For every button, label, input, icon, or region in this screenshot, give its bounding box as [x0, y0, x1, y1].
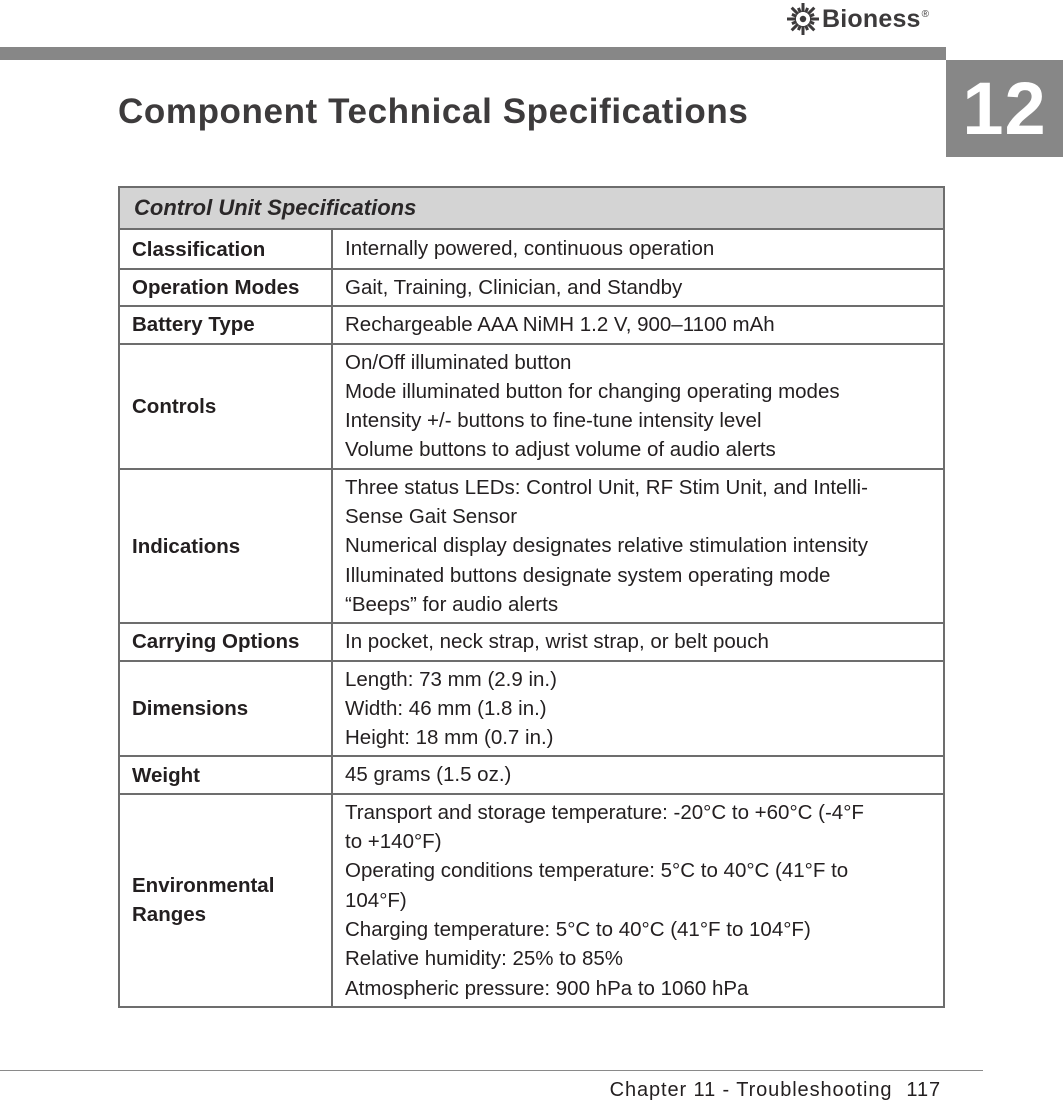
table-body: [119, 229, 944, 1007]
spec-value-line: Rechargeable AAA NiMH 1.2 V, 900–1100 mAh: [345, 313, 775, 337]
spec-value-line: Length: 73 mm (2.9 in.): [345, 667, 557, 691]
registered-mark: ®: [921, 9, 930, 20]
spec-value-line: 45 grams (1.5 oz.): [345, 763, 512, 787]
spec-label: [119, 229, 332, 269]
spec-value: [332, 269, 944, 306]
spec-label-line: Battery Type: [132, 313, 255, 337]
spec-value-line: Transport and storage temperature: -20°C to +60°C (-4°F: [345, 800, 864, 824]
spec-label: [119, 269, 332, 306]
spec-value: [332, 756, 944, 793]
spec-value-line: Height: 18 mm (0.7 in.): [345, 726, 554, 750]
spec-label-line: Indications: [132, 534, 241, 558]
spec-value-line: Three status LEDs: Control Unit, RF Stim Unit, and Intelli-: [345, 475, 868, 499]
table-row: [119, 306, 944, 343]
spec-value-line: Intensity +/- buttons to fine-tune intensity level: [345, 409, 762, 433]
spec-label: [119, 756, 332, 793]
page-title: Component Technical Specifications: [118, 92, 749, 131]
spec-value: [332, 469, 944, 623]
spec-label-line: Ranges: [132, 903, 207, 927]
spec-value-line: Operating conditions temperature: 5°C to 40°C (41°F to: [345, 859, 849, 883]
header-rule: [0, 47, 946, 60]
table-row: [119, 269, 944, 306]
spec-value-line: Width: 46 mm (1.8 in.): [345, 696, 547, 720]
spec-label-line: Environmental: [132, 874, 275, 898]
spec-value-line: Volume buttons to adjust volume of audio alerts: [345, 438, 776, 462]
spec-label: [119, 344, 332, 469]
spec-value-line: On/Off illuminated button: [345, 350, 572, 374]
table-row: [119, 661, 944, 757]
table-row: [119, 469, 944, 623]
bioness-starburst-icon: [786, 2, 820, 36]
spec-label: [119, 306, 332, 343]
spec-value: [332, 623, 944, 660]
spec-label-line: Controls: [132, 394, 217, 418]
footer-rule: [0, 1070, 983, 1071]
spec-value-line: Charging temperature: 5°C to 40°C (41°F to 104°F): [345, 917, 811, 941]
spec-value-line: Mode illuminated button for changing operating modes: [345, 379, 840, 403]
spec-label-line: Operation Modes: [132, 276, 300, 300]
spec-label: [119, 661, 332, 757]
spec-value: [332, 661, 944, 757]
brand-name: Bioness: [822, 5, 921, 33]
page-footer: [610, 1078, 941, 1102]
spec-value: [332, 794, 944, 1007]
table-row: [119, 623, 944, 660]
spec-value-line: Internally powered, continuous operation: [345, 237, 715, 261]
table-caption-row: [119, 187, 944, 229]
footer-chapter-reference: Chapter 11 - Troubleshooting: [609, 1079, 893, 1101]
spec-label-line: Classification: [132, 237, 266, 261]
spec-label-line: Carrying Options: [132, 630, 300, 654]
control-unit-spec-table: [118, 186, 945, 1008]
spec-value-line: to +140°F): [345, 830, 442, 854]
chapter-number-tab: 12: [946, 60, 1063, 157]
spec-value: [332, 344, 944, 469]
spec-value-line: In pocket, neck strap, wrist strap, or belt pouch: [345, 630, 769, 654]
spec-value-line: Sense Gait Sensor: [345, 505, 518, 529]
spec-value-line: Atmospheric pressure: 900 hPa to 1060 hPa: [345, 976, 749, 1000]
table-caption: Control Unit Specifications: [119, 187, 944, 229]
spec-value-line: Gait, Training, Clinician, and Standby: [345, 276, 683, 299]
table-row: [119, 229, 944, 269]
spec-label: [119, 469, 332, 623]
spec-label: [119, 794, 332, 1007]
spec-value: [332, 229, 944, 269]
spec-value-line: Numerical display designates relative stimulation intensity: [345, 534, 868, 558]
spec-value-line: 104°F): [345, 888, 407, 912]
table-row: [119, 344, 944, 469]
spec-value-line: Relative humidity: 25% to 85%: [345, 947, 624, 971]
table-row: [119, 756, 944, 793]
spec-label-line: Weight: [132, 763, 200, 787]
spec-label: [119, 623, 332, 660]
spec-label-line: Dimensions: [132, 697, 249, 720]
table-row: [119, 794, 944, 1007]
brand-logo: [786, 2, 929, 36]
spec-value-line: “Beeps” for audio alerts: [345, 592, 559, 616]
spec-value-line: Illuminated buttons designate system operating mode: [345, 563, 831, 587]
spec-value: [332, 306, 944, 343]
footer-page-number: 117: [906, 1079, 941, 1101]
